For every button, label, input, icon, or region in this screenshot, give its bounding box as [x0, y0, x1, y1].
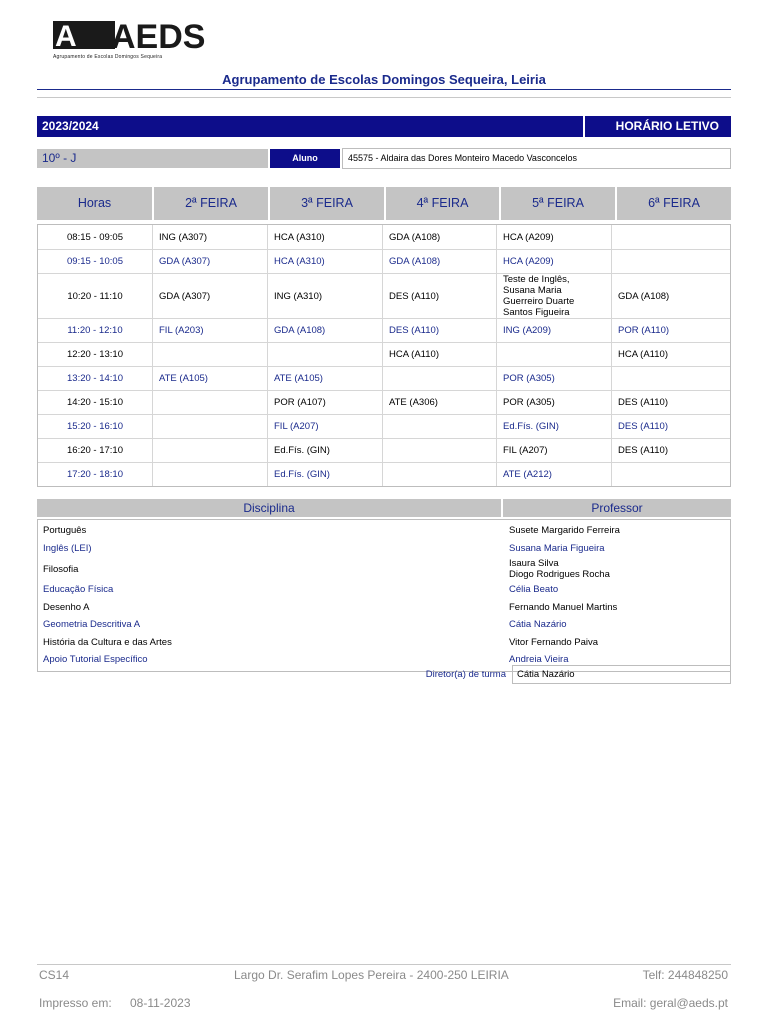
schedule-cell — [382, 367, 496, 390]
schedule-cell: ATE (A105) — [152, 367, 267, 390]
discipline-name: Geometria Descritiva A — [43, 619, 141, 631]
discipline-name: História da Cultura e das Artes — [43, 636, 172, 648]
schedule-cell: ING (A310) — [267, 274, 382, 318]
schedule-cell: DES (A110) — [382, 319, 496, 342]
schedule-cell: FIL (A207) — [496, 439, 611, 462]
schedule-cell: POR (A107) — [267, 391, 382, 414]
schedule-cell: HCA (A310) — [267, 250, 382, 273]
time-slot: 13:20 - 14:10 — [67, 373, 123, 384]
schedule-cell: Teste de Inglês, Susana Maria Guerreiro Duarte Santos Figueira — [496, 274, 611, 318]
school-year: 2023/2024 — [37, 116, 583, 137]
footer-email: Email: geral@aeds.pt — [613, 996, 728, 1010]
teacher-name: Vitor Fernando Paiva — [509, 636, 599, 648]
discipline-name: Apoio Tutorial Específico — [43, 654, 148, 666]
student-label: Aluno — [270, 149, 340, 168]
schedule-cell: ATE (A105) — [267, 367, 382, 390]
schedule-cell — [267, 343, 382, 366]
discipline-name: Português — [43, 525, 87, 537]
schedule-row — [38, 366, 730, 390]
school-title: Agrupamento de Escolas Domingos Sequeira, Leiria — [222, 72, 546, 87]
schedule-header — [37, 187, 731, 220]
schedule-row — [38, 273, 730, 318]
schedule-header-cell: 4ª FEIRA — [386, 187, 499, 220]
schedule-cell: POR (A110) — [611, 319, 724, 342]
discipline-row — [38, 599, 730, 617]
discipline-name: Inglês (LEI) — [43, 542, 92, 554]
time-slot: 08:15 - 09:05 — [67, 231, 123, 243]
schedule-cell — [382, 415, 496, 438]
class-name: 10º - J — [37, 149, 268, 168]
time-slot: 17:20 - 18:10 — [67, 469, 123, 480]
teacher-name: Andreia Vieira — [509, 654, 569, 666]
schedule-row — [38, 318, 730, 342]
schedule-cell — [152, 439, 267, 462]
schedule-header-cell: 2ª FEIRA — [154, 187, 268, 220]
divider — [37, 89, 731, 90]
discipline-header-cell: Disciplina — [37, 499, 501, 517]
schedule-cell: HCA (A209) — [496, 250, 611, 273]
teacher-name: Susana Maria Figueira — [509, 542, 605, 554]
teacher-name: Susete Margarido Ferreira — [509, 525, 620, 537]
schedule-cell: HCA (A209) — [496, 225, 611, 249]
schedule-cell: POR (A305) — [496, 367, 611, 390]
time-slot: 16:20 - 17:10 — [67, 445, 123, 456]
schedule-cell — [611, 463, 724, 486]
schedule-header-cell: Horas — [37, 187, 152, 220]
schedule-row — [38, 225, 730, 249]
footer-code: CS14 — [39, 968, 70, 982]
schedule-cell — [152, 343, 267, 366]
schedule-cell: DES (A110) — [611, 415, 724, 438]
discipline-header-cell: Professor — [503, 499, 731, 517]
discipline-name: Desenho A — [43, 601, 90, 613]
schedule-cell — [382, 463, 496, 486]
schedule-row — [38, 390, 730, 414]
schedule-cell: ING (A307) — [152, 225, 267, 249]
student-value: 45575 - Aldaira das Dores Monteiro Macedo Vasconcelos — [342, 148, 731, 169]
printed-date: 08-11-2023 — [130, 996, 191, 1010]
schedule-cell: GDA (A108) — [267, 319, 382, 342]
discipline-name: Educação Física — [43, 584, 114, 596]
printed-label: Impresso em: — [39, 996, 112, 1010]
schedule-row — [38, 342, 730, 366]
discipline-row — [38, 522, 730, 540]
schedule-cell: GDA (A108) — [382, 250, 496, 273]
discipline-row — [38, 581, 730, 599]
svg-text:A: A — [55, 20, 77, 53]
schedule-row — [38, 414, 730, 438]
schedule-cell — [496, 343, 611, 366]
schedule-cell: GDA (A108) — [382, 225, 496, 249]
divider — [37, 97, 731, 98]
schedule-cell: ING (A209) — [496, 319, 611, 342]
schedule-row — [38, 438, 730, 462]
teacher-name: Fernando Manuel Martins — [509, 601, 618, 613]
time-slot: 14:20 - 15:10 — [67, 397, 123, 408]
director-value: Cátia Nazário — [512, 665, 731, 684]
schedule-header-cell: 6ª FEIRA — [617, 187, 731, 220]
schedule-cell — [152, 463, 267, 486]
schedule-cell: Ed.Fís. (GIN) — [496, 415, 611, 438]
discipline-row — [38, 616, 730, 634]
discipline-header — [37, 499, 731, 517]
schedule-cell: FIL (A207) — [267, 415, 382, 438]
schedule-cell — [152, 415, 267, 438]
schedule-cell: Ed.Fís. (GIN) — [267, 463, 382, 486]
schedule-table — [37, 224, 731, 487]
schedule-cell: Ed.Fís. (GIN) — [267, 439, 382, 462]
schedule-cell: DES (A110) — [611, 439, 724, 462]
schedule-cell: GDA (A307) — [152, 274, 267, 318]
teacher-name: Isaura Silva Diogo Rodrigues Rocha — [509, 558, 610, 580]
logo-subtitle: Agrupamento de Escolas Domingos Sequeira — [53, 54, 163, 60]
schedule-cell — [611, 250, 724, 273]
director-label: Diretor(a) de turma — [425, 669, 506, 680]
schedule-cell: ATE (A306) — [382, 391, 496, 414]
schedule-cell: ATE (A212) — [496, 463, 611, 486]
schedule-cell — [152, 391, 267, 414]
discipline-name: Filosofia — [43, 563, 79, 575]
time-slot: 12:20 - 13:10 — [67, 349, 123, 360]
discipline-row — [38, 540, 730, 558]
schedule-cell: FIL (A203) — [152, 319, 267, 342]
discipline-row — [38, 634, 730, 652]
schedule-cell — [611, 225, 724, 249]
discipline-table — [37, 519, 731, 672]
schedule-cell: DES (A110) — [382, 274, 496, 318]
time-slot: 11:20 - 12:10 — [67, 325, 123, 336]
teacher-name: Cátia Nazário — [509, 619, 567, 631]
time-slot: 09:15 - 10:05 — [67, 256, 123, 267]
schedule-cell — [611, 367, 724, 390]
schedule-cell: POR (A305) — [496, 391, 611, 414]
schedule-header-cell: 3ª FEIRA — [270, 187, 384, 220]
schedule-cell: GDA (A307) — [152, 250, 267, 273]
time-slot: 15:20 - 16:10 — [67, 421, 123, 432]
document-label: HORÁRIO LETIVO — [585, 116, 731, 137]
schedule-cell: DES (A110) — [611, 391, 724, 414]
schedule-row — [38, 249, 730, 273]
schedule-header-cell: 5ª FEIRA — [501, 187, 615, 220]
schedule-cell — [382, 439, 496, 462]
schedule-cell: HCA (A110) — [382, 343, 496, 366]
discipline-row — [38, 557, 730, 581]
footer-divider — [37, 964, 731, 965]
schedule-cell: HCA (A310) — [267, 225, 382, 249]
schedule-cell: GDA (A108) — [611, 274, 724, 318]
schedule-cell: HCA (A110) — [611, 343, 724, 366]
time-slot: 10:20 - 11:10 — [67, 290, 123, 302]
footer-address: Largo Dr. Serafim Lopes Pereira - 2400-250 LEIRIA — [234, 968, 509, 982]
logo-text: AEDS — [111, 18, 206, 56]
teacher-name: Célia Beato — [509, 584, 559, 596]
footer-phone: Telf: 244848250 — [642, 968, 728, 982]
schedule-row — [38, 462, 730, 486]
